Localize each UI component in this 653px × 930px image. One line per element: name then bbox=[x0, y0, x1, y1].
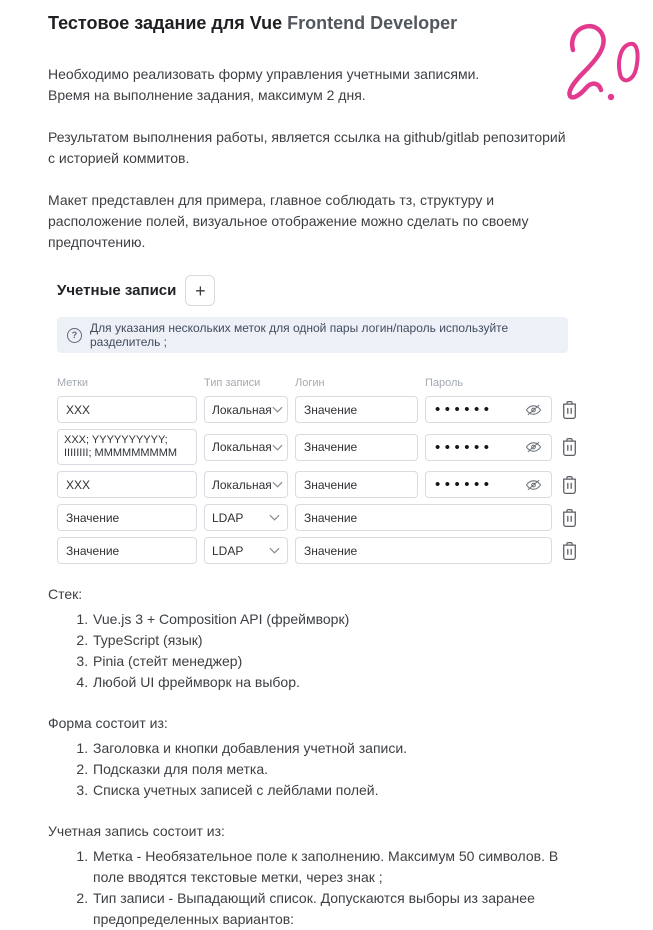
account-row bbox=[57, 504, 613, 531]
trash-icon bbox=[561, 541, 578, 561]
list-item: 4. Любой UI фреймворк на выбор. bbox=[92, 672, 613, 693]
type-select-value: Локальная bbox=[212, 477, 272, 492]
eye-slash-icon[interactable] bbox=[525, 403, 542, 417]
chevron-down-icon bbox=[269, 514, 280, 521]
password-dots: •••••• bbox=[435, 401, 494, 418]
login-input[interactable] bbox=[295, 396, 418, 423]
plus-icon: + bbox=[195, 280, 206, 301]
column-header-login: Логин bbox=[295, 377, 325, 389]
list-item bbox=[92, 888, 613, 930]
list-item: 1. Заголовка и кнопки добавления учетной записи. bbox=[92, 738, 613, 759]
handwritten-grade-annotation bbox=[552, 16, 648, 116]
password-dots: •••••• bbox=[435, 476, 494, 493]
page-title bbox=[48, 12, 613, 34]
login-input[interactable] bbox=[295, 471, 418, 498]
hint-text: Для указания нескольких меток для одной пары логин/пароль используйте разделитель ; bbox=[90, 321, 509, 349]
type-select[interactable] bbox=[204, 396, 288, 423]
chevron-down-icon bbox=[272, 444, 283, 451]
labels-input[interactable] bbox=[57, 471, 197, 498]
form-parts-list bbox=[48, 738, 613, 801]
paragraph-line: предпочтению. bbox=[48, 234, 146, 250]
delete-account-button[interactable] bbox=[559, 436, 579, 459]
eye-slash-icon[interactable] bbox=[525, 440, 542, 454]
trash-icon bbox=[561, 475, 578, 495]
question-icon bbox=[67, 328, 82, 343]
type-select-value: LDAP bbox=[212, 543, 244, 558]
paragraph-line: Результатом выполнения работы, является ссылка на github/gitlab репозиторий bbox=[48, 129, 566, 145]
accounts-heading: Учетные записи bbox=[57, 282, 177, 299]
intro-paragraph-3 bbox=[48, 190, 613, 253]
account-parts-title: Учетная запись состоит из: bbox=[48, 823, 225, 839]
list-item-line: поле вводятся текстовые метки, через знак ; bbox=[93, 869, 383, 885]
eye-slash-icon[interactable] bbox=[525, 478, 542, 492]
accounts-form-header bbox=[57, 275, 613, 306]
stack-list bbox=[48, 609, 613, 693]
list-item: 3. Списка учетных записей с лейблами полей. bbox=[92, 780, 613, 801]
type-select-value: Локальная bbox=[212, 440, 272, 454]
delete-account-button[interactable] bbox=[559, 473, 579, 496]
column-header-type: Тип записи bbox=[204, 377, 261, 389]
password-input[interactable] bbox=[425, 396, 552, 423]
accounts-form bbox=[57, 275, 613, 564]
account-row bbox=[57, 396, 613, 423]
password-input[interactable] bbox=[425, 471, 552, 498]
page-title-sub: Frontend Developer bbox=[287, 13, 458, 33]
stack-title: Стек: bbox=[48, 586, 83, 602]
paragraph-line: Время на выполнение задания, максимум 2 дня. bbox=[48, 87, 366, 103]
paragraph-line: с историей коммитов. bbox=[48, 150, 190, 166]
document-page bbox=[0, 12, 653, 930]
type-select[interactable] bbox=[204, 537, 288, 564]
type-select-value: LDAP bbox=[212, 510, 244, 525]
list-item: 3. Pinia (стейт менеджер) bbox=[92, 651, 613, 672]
chevron-down-icon bbox=[272, 406, 283, 413]
type-select[interactable] bbox=[204, 434, 288, 461]
login-input[interactable] bbox=[295, 434, 418, 461]
delete-account-button[interactable] bbox=[559, 539, 579, 562]
add-account-button[interactable] bbox=[185, 275, 215, 306]
paragraph-line: расположение полей, визуальное отображение можно сделать по своему bbox=[48, 213, 529, 229]
password-input[interactable] bbox=[425, 434, 552, 461]
paragraph-line: Макет представлен для примера, главное соблюдать тз, структуру и bbox=[48, 192, 495, 208]
delete-account-button[interactable] bbox=[559, 398, 579, 421]
account-row bbox=[57, 471, 613, 498]
hint-banner bbox=[57, 317, 568, 353]
labels-input[interactable] bbox=[57, 396, 197, 423]
list-item-line: 2. Тип записи - Выпадающий список. Допускаются выборы из заранее bbox=[93, 890, 535, 906]
stack-section bbox=[48, 584, 613, 693]
account-parts-list bbox=[48, 846, 613, 930]
password-dots: •••••• bbox=[435, 438, 494, 456]
paragraph-line: Необходимо реализовать форму управления учетными записями. bbox=[48, 66, 480, 82]
account-row bbox=[57, 537, 613, 564]
question-glyph: ? bbox=[71, 330, 78, 340]
list-item bbox=[92, 846, 613, 888]
list-item: 2. TypeScript (язык) bbox=[92, 630, 613, 651]
login-input[interactable] bbox=[295, 504, 552, 531]
trash-icon bbox=[561, 508, 578, 528]
form-parts-section bbox=[48, 713, 613, 801]
list-item: 1. Vue.js 3 + Composition API (фреймворк) bbox=[92, 609, 613, 630]
login-input[interactable] bbox=[295, 537, 552, 564]
list-item: 2. Подсказки для поля метка. bbox=[92, 759, 613, 780]
column-header-password: Пароль bbox=[425, 377, 464, 389]
intro-paragraph-2 bbox=[48, 127, 613, 169]
type-select[interactable] bbox=[204, 471, 288, 498]
type-select[interactable] bbox=[204, 504, 288, 531]
chevron-down-icon bbox=[272, 481, 283, 488]
list-item-line: предопределенных вариантов: bbox=[93, 911, 295, 927]
page-title-main: Тестовое задание для Vue bbox=[48, 13, 283, 33]
type-select-value: Локальная bbox=[212, 402, 272, 417]
list-item-line: 1. Метка - Необязательное поле к заполнению. Максимум 50 символов. В bbox=[93, 848, 559, 864]
account-parts-section bbox=[48, 821, 613, 930]
form-parts-title: Форма состоит из: bbox=[48, 715, 168, 731]
labels-input[interactable]: XXX; YYYYYYYYYY; IIIIIIII; МММММММММ bbox=[57, 429, 197, 465]
labels-input[interactable] bbox=[57, 504, 197, 531]
table-header bbox=[57, 377, 613, 389]
labels-input[interactable] bbox=[57, 537, 197, 564]
trash-icon bbox=[561, 437, 578, 457]
trash-icon bbox=[561, 400, 578, 420]
column-header-labels: Метки bbox=[57, 377, 89, 389]
delete-account-button[interactable] bbox=[559, 506, 579, 529]
intro-paragraph-1 bbox=[48, 64, 613, 106]
chevron-down-icon bbox=[269, 547, 280, 554]
account-row bbox=[57, 429, 613, 465]
